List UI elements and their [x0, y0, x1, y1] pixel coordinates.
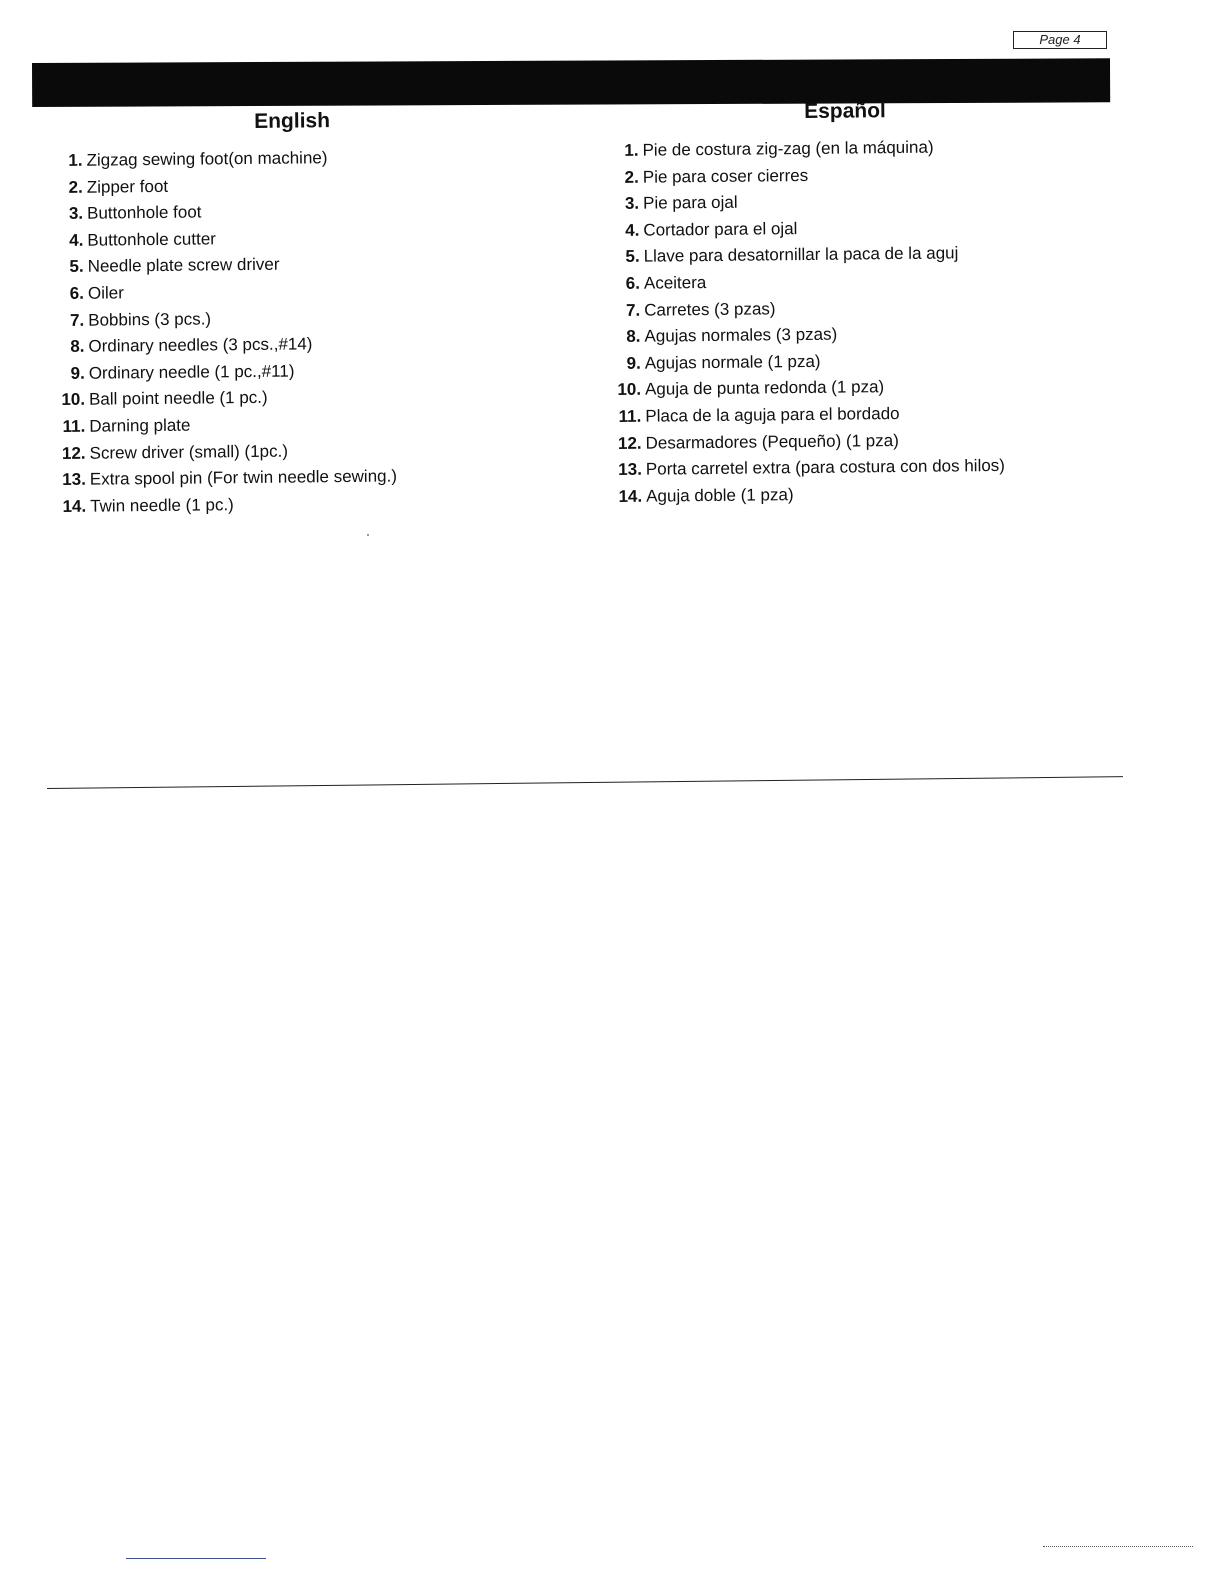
list-item: 14. Twin needle (1 pc.): [62, 494, 234, 516]
spanish-parts-list: [612, 133, 1086, 510]
list-item: 5. Needle plate screw driver: [69, 255, 280, 277]
list-item: 7. Carretes (3 pzas): [625, 298, 776, 320]
list-item: 10. Ball point needle (1 pc.): [61, 388, 268, 410]
spanish-column: [612, 95, 1086, 510]
list-item: 11. Placa de la aguja para el bordado: [618, 403, 900, 426]
list-item: 1. Zigzag sewing foot(on machine): [68, 148, 328, 170]
footer-dotted-line: [1043, 1546, 1193, 1547]
list-item: 14. Aguja doble (1 pza): [618, 484, 794, 506]
list-item: 13. Extra spool pin (For twin needle sewing.): [62, 466, 398, 490]
list-item: 9. Ordinary needle (1 pc.,#11): [70, 361, 295, 383]
list-item: 4. Cortador para el ojal: [625, 218, 798, 240]
list-item: 7. Bobbins (3 pcs.): [69, 308, 212, 330]
horizontal-rule: [47, 776, 1123, 789]
list-item: 6. Aceitera: [625, 272, 707, 293]
list-item: 6. Oiler: [69, 283, 124, 303]
scan-speck: [367, 534, 369, 536]
spanish-title: Español: [804, 99, 886, 123]
english-column: [58, 105, 542, 520]
list-item: 11. Darning plate: [62, 415, 191, 436]
list-item: 2. Zipper foot: [68, 176, 169, 197]
list-item: 8. Agujas normales (3 pzas): [626, 324, 838, 347]
list-item: 10. Aguja de punta redonda (1 pza): [617, 377, 885, 400]
page-number-label: Page 4: [1013, 31, 1107, 49]
list-item: 8. Ordinary needles (3 pcs.,#14): [70, 334, 313, 357]
list-item: 13. Porta carretel extra (para costura con dos hilos): [618, 456, 1006, 480]
list-item: 1. Pie de costura zig-zag (en la máquina): [624, 137, 934, 160]
list-item: 5. Llave para desatornillar la paca de la aguj: [625, 243, 959, 267]
footer-blue-line: [126, 1558, 266, 1559]
list-item: 12. Desarmadores (Pequeño) (1 pza): [617, 430, 899, 453]
list-item: 2. Pie para coser cierres: [624, 165, 809, 187]
list-item: 4. Buttonhole cutter: [69, 229, 216, 250]
english-parts-list: [58, 143, 542, 520]
list-item: 9. Agujas normale (1 pza): [626, 351, 821, 373]
english-title: English: [254, 109, 331, 133]
list-item: 3. Buttonhole foot: [68, 202, 202, 224]
list-item: 12. Screw driver (small) (1pc.): [61, 441, 289, 463]
list-item: 3. Pie para ojal: [624, 192, 738, 214]
